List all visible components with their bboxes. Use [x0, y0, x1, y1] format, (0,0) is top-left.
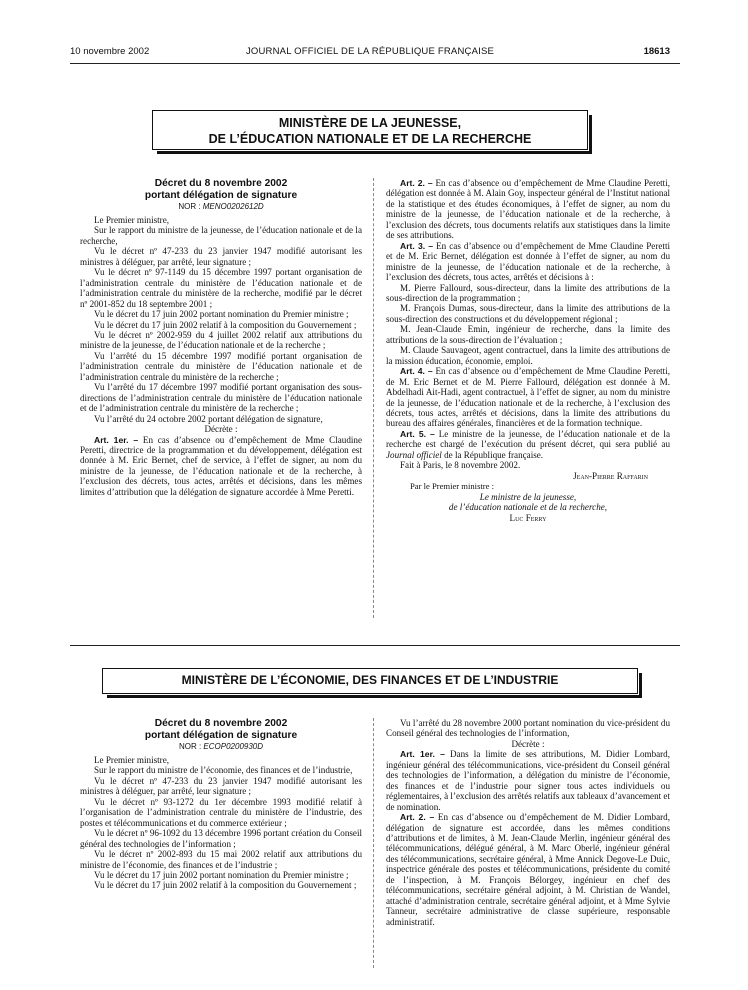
decree2-subtitle: portant délégation de signature — [144, 729, 298, 741]
ministry-box-education — [152, 110, 588, 150]
article-text: En cas d’absence ou d’empêchement de Mme Claudine Peretti, directrice de la programmation et du développement, délégation est donnée à M. Eric Bernet, chef de service, à l’effet de signer, au nom du ministre de la jeunesse, de l’éducation nationale et de la recherche, à l’exclusion des décrets, tous actes, arrêtés et décisions, dans les mêmes limites d’attribution que la délégation de signature accordée à Mme Peretti. — [80, 434, 363, 497]
preamble-paragraph: Vu le décret nº 47-233 du 23 janvier 1947 modifié autorisant les ministres à déléguer, par arrêté, leur signature ; — [80, 246, 362, 267]
preamble-paragraph: Vu le décret nº 2002-959 du 4 juillet 2002 relatif aux attributions du ministre de la jeunesse, de l’éducation nationale et de la recherche ; — [80, 329, 362, 351]
article-text: de la République française. — [441, 449, 544, 460]
article-label: Art. 4. – — [400, 366, 433, 377]
decree1-subtitle: portant délégation de signature — [144, 189, 298, 201]
preamble-paragraph: Vu le décret nº 47-233 du 23 janvier 1947 modifié autorisant les ministres à déléguer, par arrêté, leur signature ; — [80, 775, 362, 797]
ministry-box-economy — [102, 668, 638, 694]
preamble-paragraph: Vu le décret nº 96-1092 du 13 décembre 1996 portant création du Conseil général des technologies de l’information ; — [80, 828, 362, 849]
preamble-paragraph: Vu le décret nº 97-1149 du 15 décembre 1997 portant organisation de l’administration centrale du ministère de l’éducation nationale et de l’administration centrale du ministère de la recherche, modifié par le décret nº 2001-852 du 18 septembre 2001 ; — [80, 267, 362, 309]
by-prime-minister: Par le Premier ministre : — [410, 481, 495, 492]
article-1 — [80, 435, 362, 498]
journal-title: JOURNAL OFFICIEL DE LA RÉPUBLIQUE FRANÇAISE — [245, 46, 495, 57]
preamble-paragraph: Sur le rapport du ministre de la jeunesse, de l’éducation nationale et de la recherche, — [80, 225, 362, 246]
nor-code: ECOP0200930D — [203, 742, 264, 751]
article-label: Art. 5. – — [400, 428, 435, 439]
preamble-paragraph: Vu le décret du 17 juin 2002 relatif à la composition du Gouvernement ; — [94, 319, 357, 330]
preamble-paragraph: Vu le décret nº 2002-893 du 15 mai 2002 relatif aux attributions du ministre de l’économie, des finances et de l’industrie ; — [80, 849, 362, 870]
article-3-item: M. Jean-Claude Emin, ingénieur de recherche, dans la limite des attributions de la sous-direction de l’évaluation ; — [386, 324, 670, 345]
decree1-title: Décret du 8 novembre 2002 — [154, 178, 288, 189]
signatory-name: Jean-Pierre Raffarin — [573, 470, 648, 481]
article-text: En cas d’absence ou d’empêchement de Mme Claudine Peretti et de M. Eric Bernet, délégation est donnée à l’effet de signer, au nom du ministre de la jeunesse, de l’éducation nationale et de la recherche, à l’exclusion des décrets, tous actes, arrêtés et décisions à : — [386, 240, 670, 283]
decree2-nor — [80, 741, 362, 752]
nor-label: NOR : — [178, 202, 203, 211]
preamble-paragraph: Le Premier ministre, — [94, 755, 170, 765]
decree1-left-column — [80, 178, 362, 497]
ministry-title-line1: MINISTÈRE DE LA JEUNESSE, — [278, 116, 462, 130]
decrete-heading: Décrète : — [204, 424, 238, 435]
article-label: Art. 2. – — [400, 812, 435, 823]
decree2-title: Décret du 8 novembre 2002 — [154, 718, 288, 729]
article-1 — [386, 749, 670, 812]
page-header — [70, 46, 670, 60]
header-rule — [70, 63, 680, 64]
article-3-item: M. François Dumas, sous-directeur, dans la limite des attributions de la sous-direction des constructions et du développement régional ; — [386, 303, 670, 324]
issue-date: 10 novembre 2002 — [70, 46, 150, 57]
journal-name: Journal officiel — [386, 449, 442, 460]
preamble-paragraph: Vu l’arrêté du 24 octobre 2002 portant délégation de signature, — [94, 413, 323, 424]
preamble-paragraph: Vu l’arrêté du 28 novembre 2000 portant nomination du vice-président du Conseil général des technologies de l’information, — [386, 718, 670, 739]
column-divider — [373, 178, 374, 618]
article-label: Art. 1er. – — [94, 434, 139, 445]
article-3-item: M. Pierre Fallourd, sous-directeur, dans la limite des attributions de la sous-direction de la programmation ; — [386, 282, 670, 303]
nor-code: MENO0202612D — [202, 202, 264, 211]
decree2-right-column — [386, 718, 670, 927]
preamble-paragraph: Vu le décret du 17 juin 2002 relatif à la composition du Gouvernement ; — [94, 880, 357, 891]
column-divider — [373, 718, 374, 968]
preamble-paragraph: Sur le rapport du ministre de l’économie, des finances et de l’industrie, — [94, 765, 353, 776]
article-text: Le ministre de la jeunesse, de l’éducation nationale et de la recherche est chargé de l’exécution du présent décret, qui sera publié au — [386, 428, 670, 450]
preamble-paragraph: Vu le décret du 17 juin 2002 portant nomination du Premier ministre ; — [94, 869, 349, 880]
article-text: Dans la limite de ses attributions, M. Didier Lombard, ingénieur général des télécommunications, vice-président du Conseil général des technologies de l’information, a délégation du ministre de l’économie, des finances et de l’industrie pour signer tous actes individuels ou réglementaires, à l’exclusion des arrêtés relatifs aux tableaux d’avancement et de nomination. — [386, 749, 671, 812]
minister-name: Luc Ferry — [509, 512, 547, 523]
article-3 — [386, 241, 670, 283]
decree2-left-column — [80, 718, 362, 891]
preamble-paragraph: Le Premier ministre, — [94, 215, 170, 225]
decree1-right-column — [386, 178, 670, 523]
article-text: En cas d’absence ou d’empêchement de Mme Claudine Peretti, de M. Eric Bernet et de M. Pierre Fallourd, délégation est donnée à M. Abdelhadi Ait-Hadi, agent contractuel, à l’effet de signer, au nom du ministre de la jeunesse, de l’éducation nationale et de la recherche, à l’exclusion des décrets, tous actes, arrêtés et décisions, dans la limite des attributions du bureau des affaires générales, financières et de la formation technique. — [386, 366, 671, 429]
preamble-paragraph: Vu le décret du 17 juin 2002 portant nomination du Premier ministre ; — [94, 309, 349, 320]
article-2 — [386, 812, 670, 927]
page-number: 18613 — [643, 46, 670, 57]
minister-title-2: de l’éducation nationale et de la recherche, — [448, 502, 608, 513]
done-at: Fait à Paris, le 8 novembre 2002. — [400, 460, 521, 471]
article-2 — [386, 178, 670, 241]
nor-label: NOR : — [178, 742, 204, 751]
article-5 — [386, 429, 670, 460]
article-3-item: M. Claude Sauvageot, agent contractuel, dans la limite des attributions de la mission éducation, économie, emploi. — [386, 345, 670, 366]
preamble-paragraph: Vu l’arrêté du 15 décembre 1997 modifié portant organisation de l’administration centrale du ministère de l’éducation nationale et de l’administration centrale du ministère de la recherche ; — [80, 350, 362, 382]
article-4 — [386, 366, 670, 429]
ministry-title: MINISTÈRE DE L’ÉCONOMIE, DES FINANCES ET DE L’INDUSTRIE — [181, 673, 559, 687]
decree1-nor — [80, 201, 362, 212]
ministry-title-line2: DE L’ÉDUCATION NATIONALE ET DE LA RECHERCHE — [208, 132, 532, 146]
section-separator — [70, 645, 680, 646]
article-text: En cas d’absence ou d’empêchement de Mme Claudine Peretti, délégation est donnée à M. Alain Goy, inspecteur général de l’Institut national de la statistique et des études économiques, à l’effet de signer, au nom du ministre de la jeunesse, de l’éducation nationale et de la recherche, à l’exclusion des décrets, tous documents relatifs aux statistiques dans la limite de ses attributions. — [386, 178, 671, 241]
preamble-paragraph: Vu le décret nº 93-1272 du 1er décembre 1993 modifié relatif à l’organisation de l’administration centrale du ministère de l’industrie, des postes et télécommunications et du commerce extérieur ; — [80, 796, 362, 828]
article-text: En cas d’absence ou d’empêchement de M. Didier Lombard, délégation de signature est accordée, dans les mêmes conditions d’attributions et de limites, à M. Jean-Claude Merlin, ingénieur général des télécommunications, délégué général, à M. Marc Oberlé, ingénieur général des télécommunications, secrétaire général, à Mme Annick Degove-Le Duic, inspectrice générale des postes et télécommunications, présidente du comité de l’inspection, à M. François Bélorgey, ingénieur en chef des télécommunications, secrétaire général adjoint, à M. Christian de Wandel, attaché d’administration centrale, secrétaire général adjoint, et à Mme Sylvie Tanneur, secrétaire administrative de classe supérieure, responsable administratif. — [386, 812, 670, 927]
preamble-paragraph: Vu l’arrêté du 17 décembre 1997 modifié portant organisation des sous-directions de l’administration centrale du ministère de l’éducation nationale et de l’administration centrale du ministère de la recherche ; — [80, 382, 362, 414]
article-label: Art. 3. – — [400, 240, 434, 251]
decrete-heading: Décrète : — [511, 738, 545, 749]
minister-title-1: Le ministre de la jeunesse, — [479, 491, 577, 502]
article-label: Art. 2. – — [400, 178, 433, 188]
article-label: Art. 1er. – — [400, 749, 445, 760]
